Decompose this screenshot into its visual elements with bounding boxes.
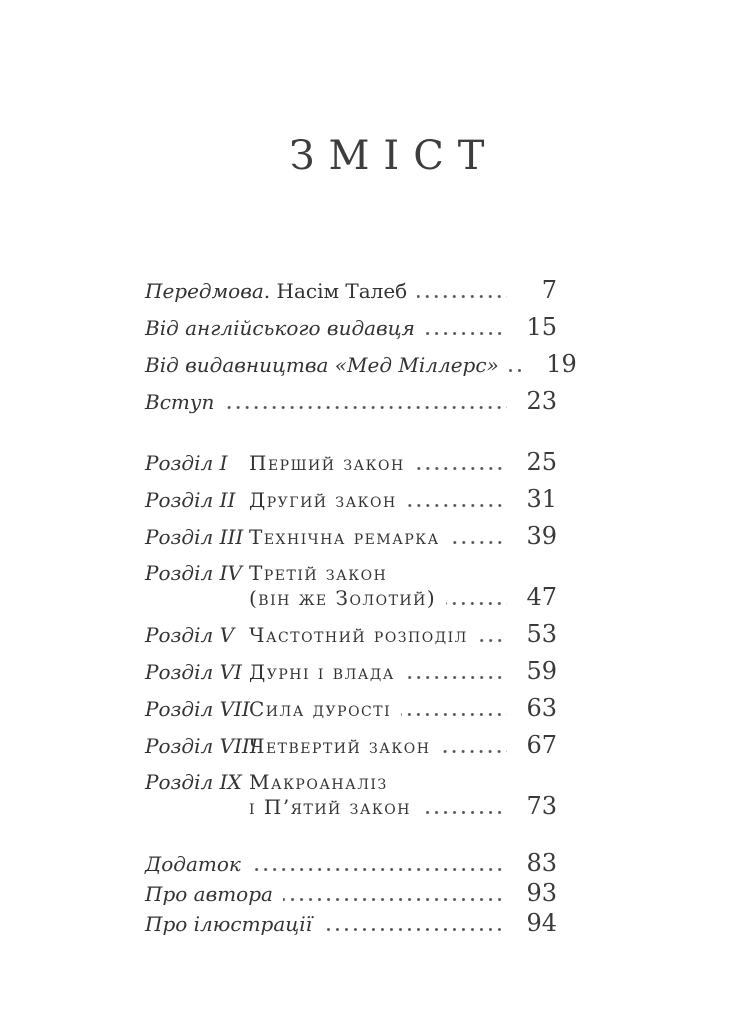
toc-entry-from-publisher <box>145 350 577 378</box>
chapter-title: Другий закон <box>249 488 397 512</box>
dot-leader <box>415 467 507 470</box>
toc-entry-from-english-publisher <box>145 315 557 340</box>
entry-title-italic: Передмова. <box>145 279 271 303</box>
entry-title <box>145 390 214 414</box>
page-number: 23 <box>526 387 557 415</box>
chapter-label: Розділ VII <box>145 697 250 721</box>
section-gap <box>145 831 557 851</box>
entry-title: Додаток <box>145 852 241 876</box>
toc-entry-chapter-1 <box>145 450 557 475</box>
chapter-label: Розділ III <box>145 525 244 549</box>
toc-entry-chapter-8 <box>145 733 557 758</box>
dot-leader <box>478 639 507 642</box>
toc-entry-about-illustrations <box>145 911 557 936</box>
toc-entry-chapter-9-line-2 <box>145 794 557 819</box>
chapter-label: Розділ IX <box>145 770 242 794</box>
page-number: 73 <box>526 792 557 820</box>
page-number: 94 <box>526 909 557 937</box>
dot-leader <box>421 811 507 814</box>
entry-title-italic: Вступ <box>145 390 215 414</box>
page-number: 63 <box>526 694 557 722</box>
page-number: 83 <box>526 849 557 877</box>
entry-title <box>145 353 499 377</box>
page-number: 15 <box>526 313 557 341</box>
chapter-title-continued: і П’ятий закон <box>249 795 411 819</box>
chapter-title: Сила дурості <box>249 697 392 721</box>
dot-leader <box>322 928 507 931</box>
page-number: 19 <box>546 350 577 378</box>
entry-title <box>145 316 415 340</box>
chapter-label: Розділ VIII <box>145 734 258 758</box>
dot-leader <box>407 504 507 507</box>
toc-entry-introduction <box>145 389 557 414</box>
chapter-label: Розділ V <box>145 623 235 647</box>
page-number: 39 <box>526 522 557 550</box>
dot-leader <box>509 369 527 372</box>
entry-title <box>145 279 407 303</box>
entry-title: Про ілюстрації <box>145 912 313 936</box>
page-number: 59 <box>526 657 557 685</box>
dot-leader <box>450 541 507 544</box>
dot-leader <box>417 295 507 298</box>
toc-entry-chapter-9-line-1 <box>145 770 557 794</box>
toc-entry-foreword <box>145 278 557 303</box>
toc-entry-appendix <box>145 851 557 876</box>
chapter-title: Частотний розподіл <box>249 623 468 647</box>
entry-title-italic: Від англійського видавця <box>145 316 415 340</box>
toc-entry-about-author <box>145 881 557 906</box>
entry-title-italic: Від видавництва «Мед Міллерс» <box>145 353 499 377</box>
chapter-label: Розділ VI <box>145 660 242 684</box>
page-number: 67 <box>526 731 557 759</box>
toc-entry-chapter-6 <box>145 659 557 684</box>
page-number: 25 <box>526 448 557 476</box>
dot-leader <box>251 868 507 871</box>
chapter-title: Четвертий закон <box>249 734 431 758</box>
chapter-title: Перший закон <box>249 451 405 475</box>
chapter-label: Розділ IV <box>145 561 242 585</box>
toc-entry-chapter-7 <box>145 696 557 721</box>
toc-content <box>145 276 577 937</box>
dot-leader <box>224 406 507 409</box>
dot-leader <box>440 750 507 753</box>
chapter-title: Технічна ремарка <box>249 525 440 549</box>
chapter-label: Розділ II <box>145 488 236 512</box>
chapter-title-continued: (він же Золотий) <box>249 586 437 610</box>
entry-title-roman: Насім Талеб <box>270 279 408 303</box>
page-number: 31 <box>526 485 557 513</box>
dot-leader <box>405 676 507 679</box>
page-number: 47 <box>526 583 557 611</box>
page-number: 7 <box>541 276 557 304</box>
dot-leader <box>425 332 507 335</box>
dot-leader <box>401 713 507 716</box>
section-gap <box>145 426 557 450</box>
toc-entry-chapter-3 <box>145 524 557 549</box>
chapter-title: Дурні і влада <box>249 660 395 684</box>
dot-leader <box>446 602 507 605</box>
toc-entry-chapter-2 <box>145 487 557 512</box>
toc-entry-chapter-4-line-1 <box>145 561 557 585</box>
toc-entry-chapter-4-line-2 <box>145 585 557 610</box>
page-title: ЗМІСТ <box>289 133 499 179</box>
dot-leader <box>283 898 507 901</box>
chapter-title: Третій закон <box>249 561 388 585</box>
entry-title: Про автора <box>145 882 273 906</box>
chapter-label: Розділ I <box>145 451 228 475</box>
chapter-title: Макроаналіз <box>249 770 388 794</box>
page-number: 93 <box>526 879 557 907</box>
toc-entry-chapter-5 <box>145 622 557 647</box>
page-number: 53 <box>526 620 557 648</box>
